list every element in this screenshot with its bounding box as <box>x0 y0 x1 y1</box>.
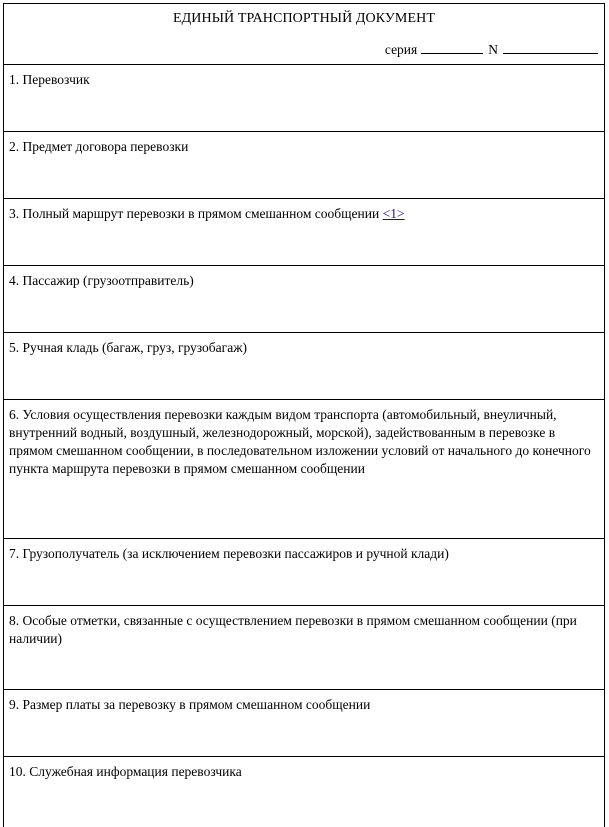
section-consignee <box>4 539 604 606</box>
section-carrier <box>4 65 604 132</box>
section-special-notes <box>4 606 604 690</box>
section-label: 1. Перевозчик <box>9 72 90 87</box>
section-full-route <box>4 199 604 266</box>
number-label: N <box>488 42 498 57</box>
section-label: 9. Размер платы за перевозку в прямом смешанном сообщении <box>9 697 371 712</box>
section-label: 10. Служебная информация перевозчика <box>9 764 242 779</box>
section-label: 6. Условия осуществления перевозки каждым видом транспорта (автомобильный, внеуличный, внутренний водный, воздушный, железнодорожный, морской), задействованным в перевозке в прямом смешанном сообщении, в последовательном изложении условий от начального до конечного пункта маршрута перевозки в прямом смешанном сообщении <box>9 407 591 476</box>
section-label: 5. Ручная кладь (багаж, груз, грузобагаж) <box>9 340 248 355</box>
section-passenger-shipper <box>4 266 604 333</box>
section-label: 3. Полный маршрут перевозки в прямом смешанном сообщении <box>9 206 380 221</box>
section-label: 4. Пассажир (грузоотправитель) <box>9 273 194 288</box>
section-label: 2. Предмет договора перевозки <box>9 139 189 154</box>
series-label: серия <box>384 42 418 57</box>
section-contract-subject <box>4 132 604 199</box>
section-label: 7. Грузополучатель (за исключением перевозки пассажиров и ручной клади) <box>9 546 449 561</box>
series-number-line <box>385 41 598 58</box>
footnote-link[interactable]: <1> <box>382 206 405 221</box>
number-blank-field[interactable] <box>503 41 598 54</box>
series-blank-field[interactable] <box>421 41 483 54</box>
transport-document-form <box>3 3 605 827</box>
section-fee <box>4 690 604 757</box>
document-title: ЕДИНЫЙ ТРАНСПОРТНЫЙ ДОКУМЕНТ <box>173 11 435 26</box>
section-label: 8. Особые отметки, связанные с осуществлением перевозки в прямом смешанном сообщении (при наличии) <box>9 613 577 646</box>
section-service-info <box>4 757 604 827</box>
section-hand-luggage <box>4 333 604 400</box>
document-header <box>4 4 604 65</box>
section-transport-conditions <box>4 400 604 539</box>
